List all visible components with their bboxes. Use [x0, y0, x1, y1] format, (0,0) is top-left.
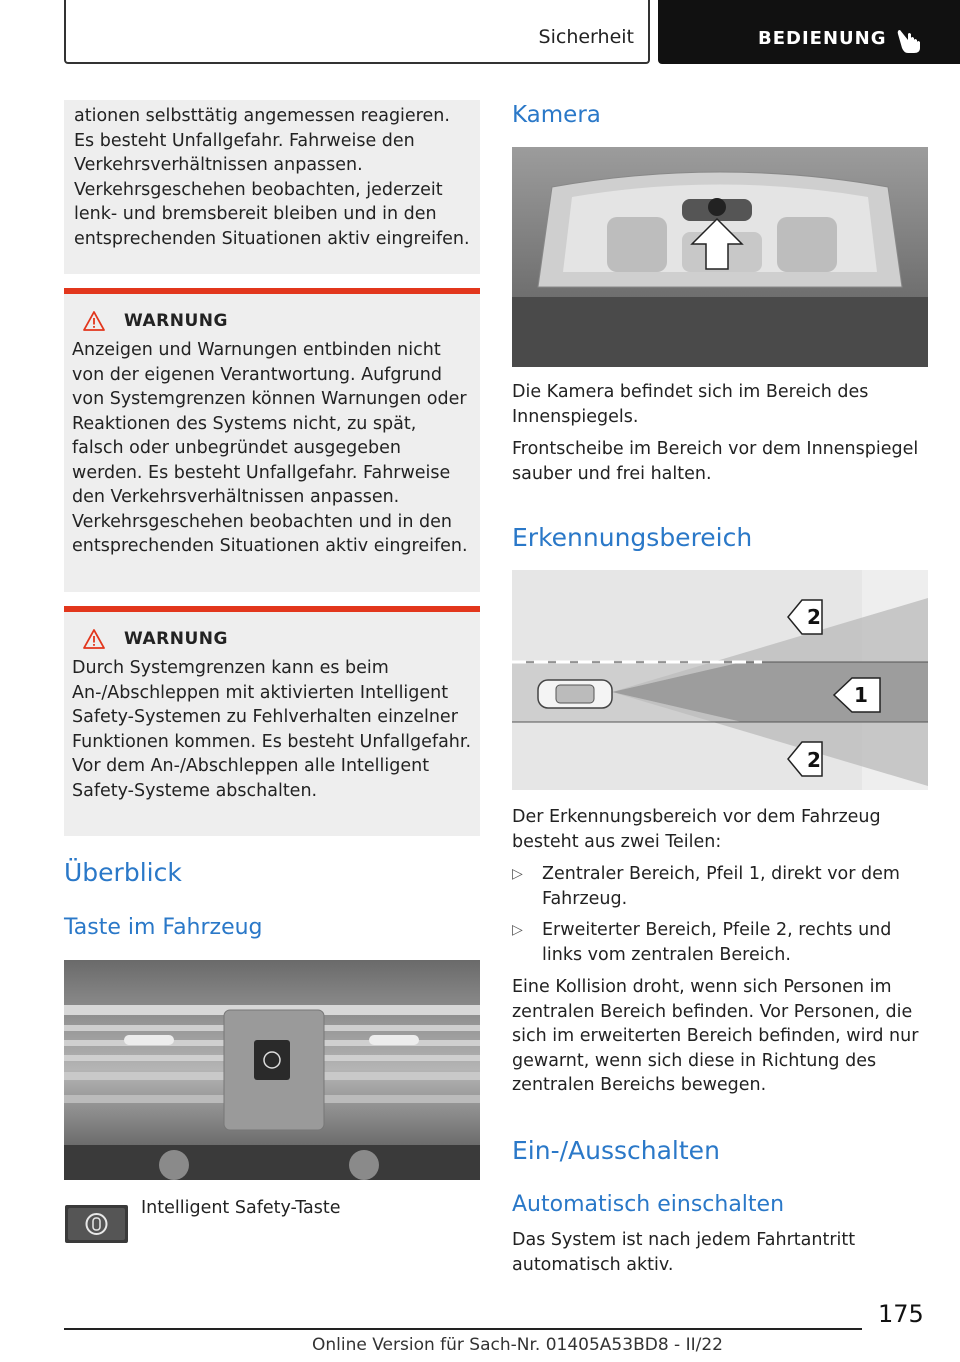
list-item-text: Zentraler Bereich, Pfeil 1, direkt vor dem Fahrzeug.	[542, 864, 900, 909]
detection-paragraph-2: Eine Kollision droht, wenn sich Personen im zentralen Bereich befinden. Vor Personen, die sich im erweiterten Bereich befinden, wird nur gewarnt, wenn sich diese in Richtung des zentralen Bereichs bewegen.	[512, 977, 919, 1095]
warning-triangle-icon	[82, 310, 106, 332]
pointing-hand-icon	[896, 28, 926, 54]
diagram-label-2-top: 2	[807, 605, 821, 629]
chapter-tab-label: BEDIENUNG	[758, 28, 887, 49]
section-tab-label: Sicherheit	[538, 26, 634, 48]
heading-button-in-vehicle: Taste im Fahrzeug	[64, 915, 263, 940]
diagram-label-1: 1	[854, 683, 868, 707]
warning-label: WARNUNG	[124, 629, 228, 649]
camera-paragraph-1: Die Kamera befindet sich im Bereich des Innenspiegels.	[512, 382, 869, 427]
page-number: 175	[878, 1300, 924, 1328]
heading-camera: Kamera	[512, 102, 601, 128]
warning-bar	[64, 288, 480, 294]
camera-paragraph-2: Frontscheibe im Bereich vor dem Innenspiegel sauber und frei halten.	[512, 439, 919, 484]
warning-box-1	[64, 288, 480, 592]
button-caption: Intelligent Safety-Taste	[141, 1198, 341, 1218]
list-item	[512, 862, 932, 912]
heading-overview: Überblick	[64, 858, 182, 887]
warning-label: WARNUNG	[124, 311, 228, 331]
warning-triangle-icon	[82, 628, 106, 650]
footer-online-version: Online Version für Sach-Nr. 01405A53BD8 - II/22	[312, 1335, 723, 1355]
warning-box-2	[64, 606, 480, 836]
dashboard-button-photo	[64, 960, 480, 1180]
bullet-triangle-icon: ▷	[512, 866, 523, 882]
warning-continuation-text: ationen selbsttätig angemessen reagieren. Es besteht Unfallgefahr. Fahrweise den Verkehrsverhältnissen anpassen. Verkehrsgeschehen beobachten, jederzeit lenk- und bremsbereit bleiben und in den entsprechenden Situationen aktiv eingreifen.	[74, 106, 470, 249]
warning-continuation-box	[64, 100, 480, 274]
diagram-label-2-bottom: 2	[807, 748, 821, 772]
warning-text: Anzeigen und Warnungen entbinden nicht von der eigenen Verantwortung. Aufgrund von Systemgrenzen können Warnungen oder Reaktionen des Systems nicht, zu spät, falsch oder unbegründet ausgegeben werden. Es besteht Unfallgefahr. Fahrweise den Verkehrsverhältnissen anpassen. Verkehrsgeschehen beobachten und in den entsprechenden Situationen aktiv eingreifen.	[72, 340, 468, 556]
heading-on-off: Ein-/Ausschalten	[512, 1136, 720, 1165]
heading-detection-area: Erkennungsbereich	[512, 523, 753, 552]
detection-paragraph-1: Der Erkennungsbereich vor dem Fahrzeug besteht aus zwei Teilen:	[512, 807, 881, 852]
list-item-text: Erweiterter Bereich, Pfeile 2, rechts und links vom zentralen Bereich.	[542, 920, 892, 965]
camera-interior-photo	[512, 147, 928, 367]
chapter-tab[interactable]	[658, 0, 960, 64]
intelligent-safety-button-icon	[65, 1205, 128, 1243]
footer-divider	[64, 1328, 862, 1330]
warning-header	[82, 310, 472, 332]
warning-header	[82, 628, 472, 650]
detection-area-diagram	[512, 570, 928, 790]
warning-text: Durch Systemgrenzen kann es beim An-/Abschleppen mit aktivierten Intelligent Safety-Systemen zu Fehlverhalten einzelner Funktionen kommen. Es besteht Unfallgefahr. Vor dem An-/Abschleppen alle Intelligent Safety-Systeme abschalten.	[72, 658, 472, 801]
section-tab[interactable]	[64, 0, 650, 64]
warning-bar	[64, 606, 480, 612]
auto-on-paragraph: Das System ist nach jedem Fahrtantritt automatisch aktiv.	[512, 1230, 856, 1275]
list-item	[512, 918, 932, 968]
bullet-triangle-icon: ▷	[512, 922, 523, 938]
heading-auto-on: Automatisch einschalten	[512, 1192, 785, 1217]
